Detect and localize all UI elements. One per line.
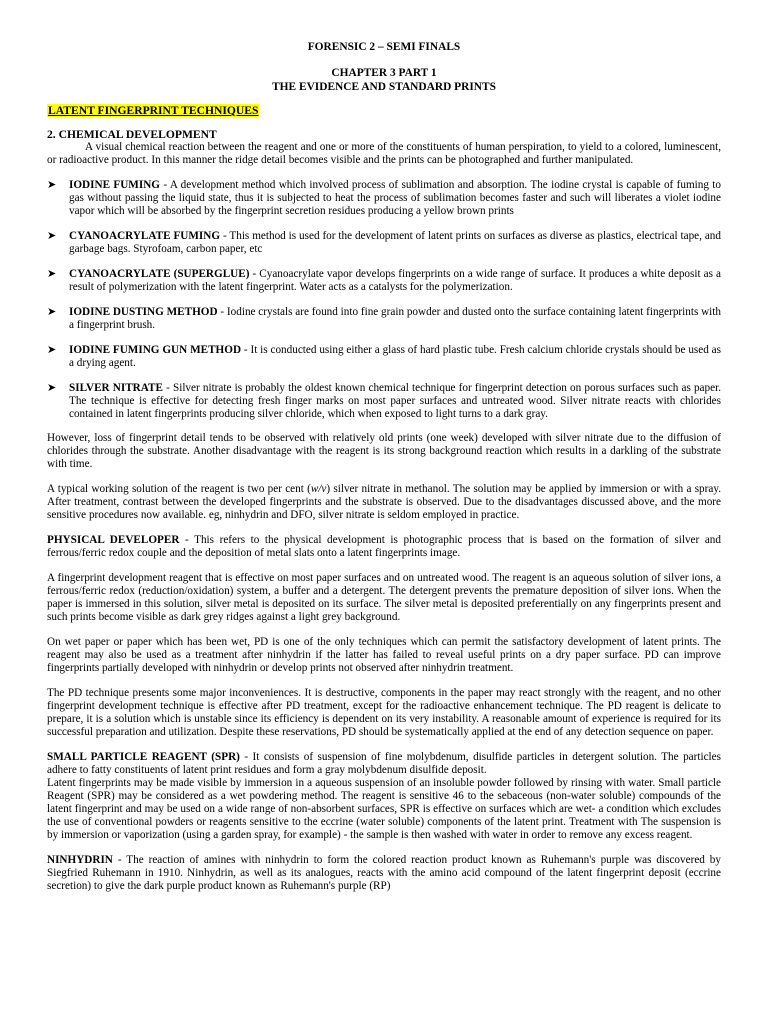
arrow-bullet-icon: ➤: [47, 344, 57, 356]
bullet-term: CYANOACRYLATE FUMING: [69, 230, 221, 242]
chapter-subtitle: THE EVIDENCE AND STANDARD PRINTS: [272, 81, 496, 93]
bullet-list: [47, 179, 721, 421]
bullet-item: [47, 382, 721, 421]
bullet-text: - This method is used for the development of latent prints on surfaces as diverse as plastics, electrical tape, and garbage bags. Styrofoam, carbon paper, etc: [69, 230, 721, 255]
ninhydrin-paragraph: NINHYDRIN - The reaction of amines with ninhydrin to form the colored reaction product known as Ruhemann's purple was discovered by Siegfried Ruhemann in 1910. Ninhydrin, as well as its analogues, reacts with the amino acid compound of the latent fingerprint deposit (eccrine secretion) to give the dark purple product known as Ruhemann's purple (RP): [47, 854, 721, 892]
paragraph: The PD technique presents some major inconveniences. It is destructive, components in the paper may react strongly with the reagent, and no other fingerprint development technique is effective after PD treatment, except for the radioactive enhancement technique. The PD reagent is delicate to prepare, it is a solution which is unstable since its efficiency is dependent on its very instability. A reasonable amount of experience is required for its successful preparation and utilization. Despite these reservations, PD should be systematically applied at the end of any detection sequence on paper.: [47, 687, 721, 738]
arrow-bullet-icon: ➤: [47, 306, 57, 318]
paragraph: Latent fingerprints may be made visible by immersion in a aqueous suspension of an insoluble powder followed by rinsing with water. Small particle Reagent (SPR) may be considered as a wet powdering method. The reagent is sensitive 46 to the sebaceous (non-water soluble) compounds of the latent fingerprint and may be used on a wide range of non-absorbent surfaces, SPR is effective on surfaces which are wet- a condition which excludes the use of conventional powders or reagents sensitive to the eccrine (water soluble) components of the latent print. Treatment with The suspension is by immersion or vaporization (using a garden spray, for example) - the sample is then washed with water in order to remove any excess reagent.: [47, 777, 721, 841]
bullet-item: [47, 268, 721, 294]
highlight-heading-row: [47, 104, 721, 118]
highlighted-heading: LATENT FINGERPRINT TECHNIQUES: [48, 104, 259, 117]
bullet-term: SILVER NITRATE: [69, 382, 163, 394]
chapter-heading: CHAPTER 3 PART 1: [331, 67, 437, 79]
document-title: FORENSIC 2 – SEMI FINALS: [307, 41, 461, 53]
paragraph: A typical working solution of the reagent is two per cent (w/v) silver nitrate in methanol. The solution may be applied by immersion or with a spray. After treatment, contrast between the developed fingerprints and the substrate is observed. Due to the disadvantages discussed above, and the more sensitive procedures now available. eg, ninhydrin and DFO, silver nitrate is seldom employed in practice.: [47, 483, 721, 521]
bullet-text: - A development method which involved process of sublimation and absorption. The iodine crystal is capable of fuming to gas without passing the liquid state, thus it is subjected to heat the process of sublimation becomes faster and such will liberates a violet iodine vapor which will be absorbed by the fingerprint secretion residues producing a yellow brown prints: [69, 179, 721, 217]
bullet-term: IODINE FUMING: [69, 179, 160, 191]
bullet-item: [47, 230, 721, 256]
paragraph: On wet paper or paper which has been wet, PD is one of the only techniques which can permit the satisfactory development of latent prints. The reagent may also be used as a treatment after ninhydrin if the latter has failed to reveal useful prints on a dry paper surface. PD can improve fingerprints partially developed with ninhydrin or develop prints not observed after ninhydrin treatment.: [47, 636, 721, 674]
arrow-bullet-icon: ➤: [47, 230, 57, 242]
section-title: 2. CHEMICAL DEVELOPMENT: [47, 128, 217, 141]
spr-paragraph: SMALL PARTICLE REAGENT (SPR) - It consists of suspension of fine molybdenum, disulfide particles in detergent solution. The particles adhere to fatty constituents of latent print residues and form a gray molybdenum disulfide deposit.: [47, 751, 721, 776]
paragraph: However, loss of fingerprint detail tends to be observed with relatively old prints (one week) developed with silver nitrate due to the diffusion of chlorides through the substrate. Another disadvantage with the reagent is its strong background reaction which results in a darkling of the substrate with time.: [47, 432, 721, 470]
bullet-text: - Iodine crystals are found into fine grain powder and dusted onto the surface containing latent fingerprints with a fingerprint brush.: [69, 306, 721, 331]
term-label: PHYSICAL DEVELOPER: [47, 534, 180, 546]
term-label: NINHYDRIN: [47, 854, 113, 866]
term-label: SMALL PARTICLE REAGENT (SPR): [47, 751, 240, 763]
physical-developer-paragraph: PHYSICAL DEVELOPER - This refers to the physical development is photographic process that is based on the formation of silver and ferrous/ferric redox couple and the deposition of metal slats onto a latent fingerprints image.: [47, 534, 721, 559]
arrow-bullet-icon: ➤: [47, 179, 57, 191]
intro-paragraph: A visual chemical reaction between the reagent and one or more of the constituents of human perspiration, to yield to a colored, luminescent, or radioactive product. In this manner the ridge detail becomes visible and the prints can be photographed and further manipulated.: [47, 141, 721, 166]
bullet-text: - It is conducted using either a glass of hard plastic tube. Fresh calcium chloride crystals should be used as a drying agent.: [69, 344, 722, 369]
arrow-bullet-icon: ➤: [47, 382, 57, 394]
bullet-item: [47, 344, 721, 370]
bullet-item: [47, 179, 721, 218]
bullet-term: IODINE FUMING GUN METHOD: [69, 344, 242, 356]
bullet-text: - Cyanoacrylate vapor develops fingerprints on a wide range of surface. It produces a white deposit as a result of polymerization with the latent fingerprint. Water acts as a catalysts for the polymerization.: [69, 268, 721, 293]
bullet-item: [47, 306, 721, 332]
bullet-term: IODINE DUSTING METHOD: [69, 306, 218, 318]
paragraph: A fingerprint development reagent that is effective on most paper surfaces and on untreated wood. The reagent is an aqueous solution of silver ions, a ferrous/ferric redox (reduction/oxidation) system, a buffer and a detergent. The detergent prevents the premature deposition of silver ions. When the paper is immersed in this solution, silver metal is deposited on its surface. The silver metal is deposited preferentially on any fingerprints present and such prints become visible as dark grey ridges against a light grey background.: [47, 572, 721, 623]
bullet-text: - Silver nitrate is probably the oldest known chemical technique for fingerprint detection on porous surfaces such as paper. The technique is effective for detecting fresh finger marks on most paper surfaces and untreated wood. Silver nitrate reacts with chlorides contained in latent fingerprints producing silver chloride, which when exposed to light turns to a dark gray.: [69, 382, 721, 420]
bullet-term: CYANOACRYLATE (SUPERGLUE): [69, 268, 250, 280]
arrow-bullet-icon: ➤: [47, 268, 57, 280]
